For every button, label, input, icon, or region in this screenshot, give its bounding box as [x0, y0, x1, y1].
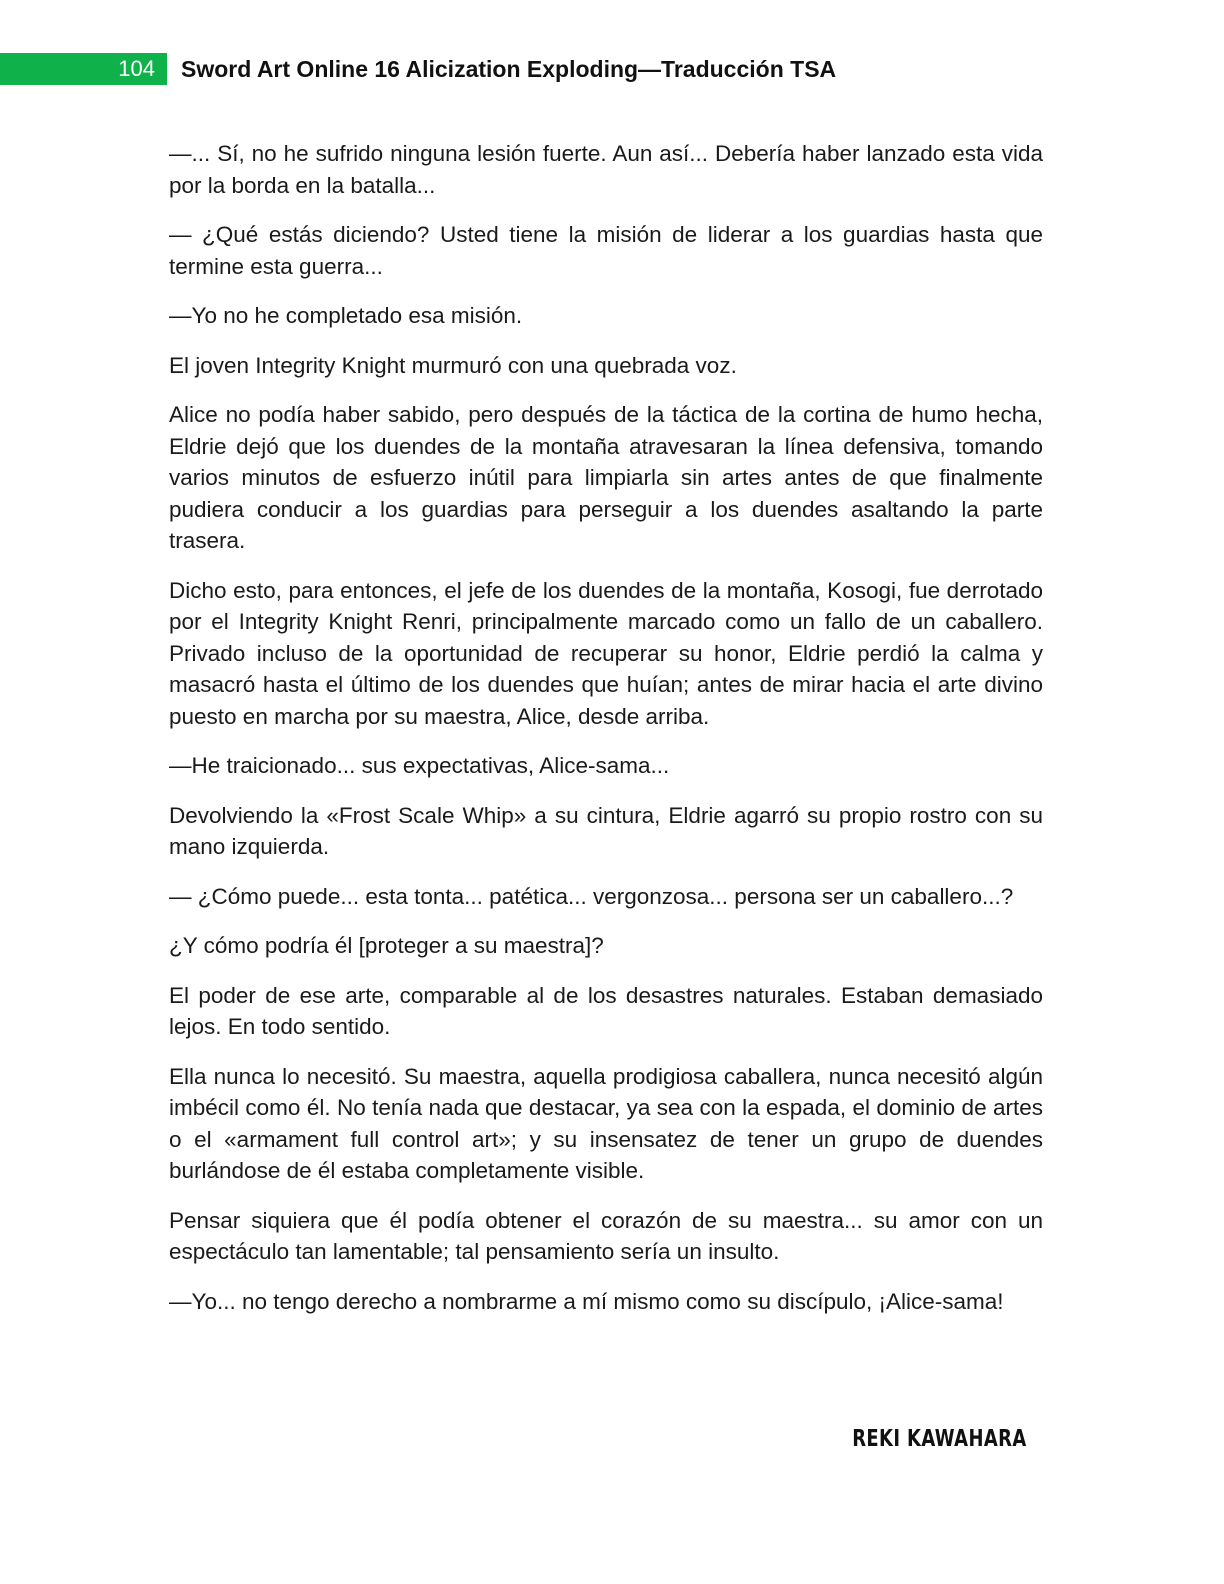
running-title: Sword Art Online 16 Alicization Exploding—Traducción TSA [181, 55, 837, 82]
body-text [169, 138, 1043, 1335]
paragraph: El joven Integrity Knight murmuró con una quebrada voz. [169, 352, 737, 378]
paragraph: —... Sí, no he sufrido ninguna lesión fuerte. Aun así... Debería haber lanzado esta vida por la borda en la batalla... [169, 141, 1043, 198]
page-number: 104 [0, 53, 167, 85]
paragraph: —He traicionado... sus expectativas, Alice-sama... [169, 753, 670, 778]
paragraph: —Yo no he completado esa misión. [169, 303, 523, 328]
paragraph: Dicho esto, para entonces, el jefe de los duendes de la montaña, Kosogi, fue derrotado por el Integrity Knight Renri, principalmente marcado como un fallo de un caballero. Privado incluso de la oportunidad de recuperar su honor, Eldrie perdió la calma y masacró hasta el último de los duendes que huían; antes de mirar hacia el arte divino puesto en marcha por su maestra, Alice, desde arriba. [169, 577, 1043, 729]
page-header [0, 53, 1224, 85]
paragraph: Devolviendo la «Frost Scale Whip» a su cintura, Eldrie agarró su propio rostro con su mano izquierda. [169, 802, 1043, 859]
paragraph: — ¿Qué estás diciendo? Usted tiene la misión de liderar a los guardias hasta que termine esta guerra... [169, 222, 1043, 279]
paragraph: Ella nunca lo necesitó. Su maestra, aquella prodigiosa caballera, nunca necesitó algún imbécil como él. No tenía nada que destacar, ya sea con la espada, el dominio de artes o el «armament full control art»; y su insensatez de tener un grupo de duendes burlándose de él estaba completamente visible. [169, 1063, 1043, 1183]
paragraph: — ¿Cómo puede... esta tonta... patética... vergonzosa... persona ser un caballero...? [169, 883, 1014, 909]
paragraph: Pensar siquiera que él podía obtener el corazón de su maestra... su amor con un espectáculo tan lamentable; tal pensamiento sería un insulto. [169, 1207, 1043, 1264]
paragraph: —Yo... no tengo derecho a nombrarme a mí mismo como su discípulo, ¡Alice-sama! [169, 1288, 1004, 1314]
paragraph: ¿Y cómo podría él [proteger a su maestra]? [169, 933, 604, 958]
author-name: REKI KAWAHARA [852, 1426, 1027, 1452]
paragraph: Alice no podía haber sabido, pero después de la táctica de la cortina de humo hecha, Eldrie dejó que los duendes de la montaña atravesaran la línea defensiva, tomando varios minutos de esfuerzo inútil para limpiarla sin artes antes de que finalmente pudiera conducir a los guardias para perseguir a los duendes asaltando la parte trasera. [169, 402, 1043, 553]
paragraph: El poder de ese arte, comparable al de los desastres naturales. Estaban demasiado lejos. En todo sentido. [169, 982, 1043, 1039]
